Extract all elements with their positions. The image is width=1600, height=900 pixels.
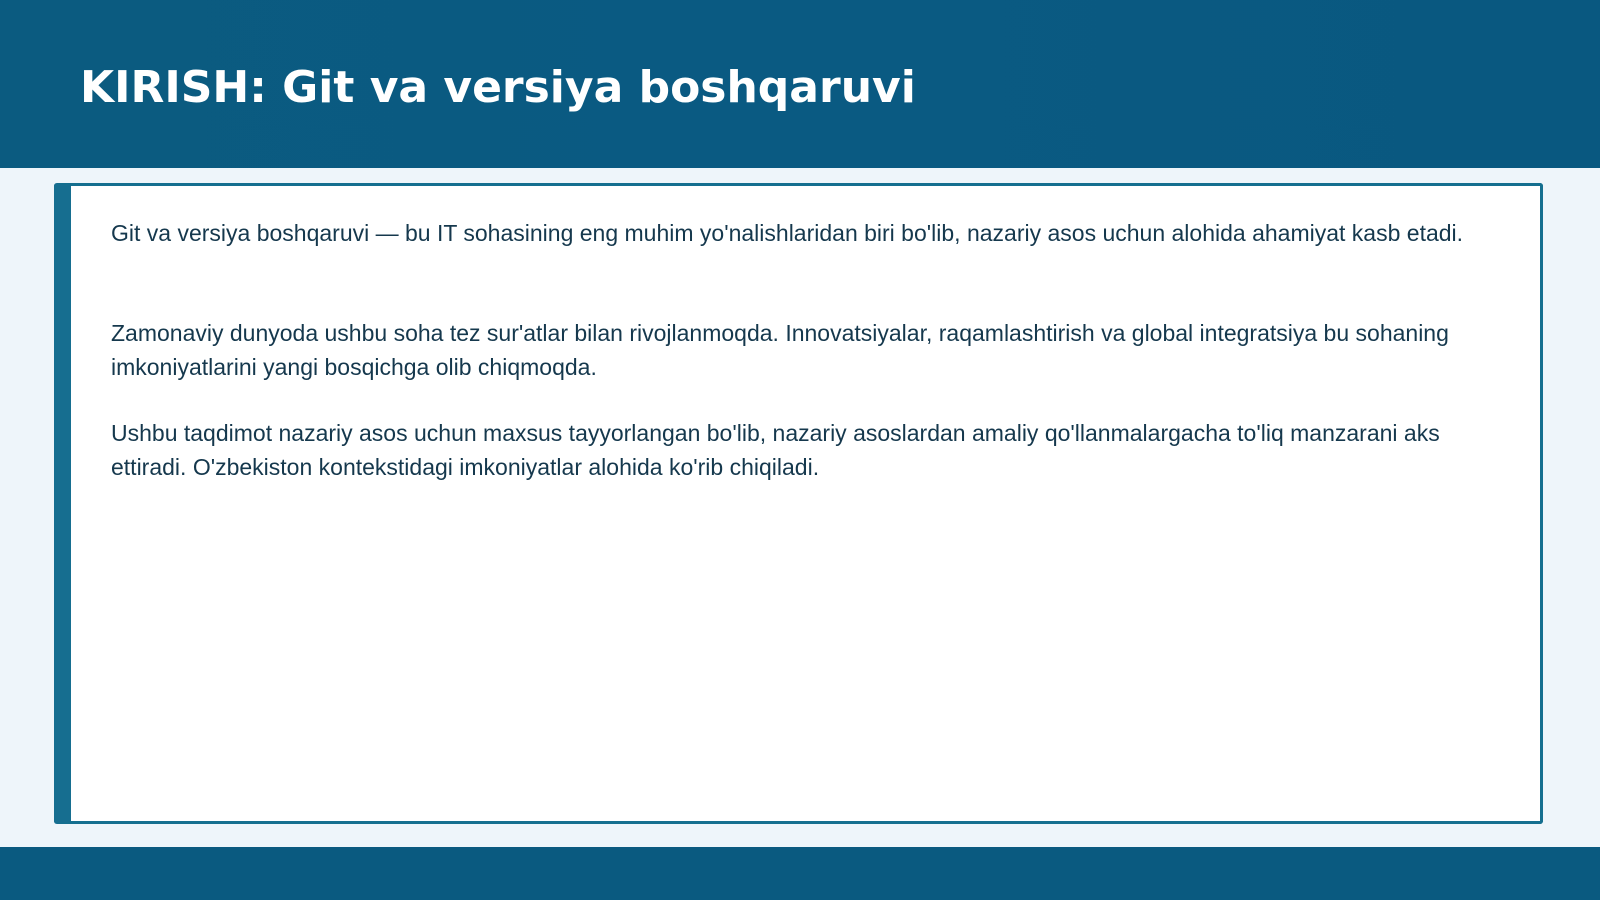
intro-paragraph: Git va versiya boshqaruvi — bu IT sohasining eng muhim yo'nalishlaridan biri bo'lib, nazariy asos uchun alohida ahamiyat kasb etadi.	[111, 220, 1464, 246]
slide-footer	[0, 847, 1600, 900]
presentation-purpose-paragraph: Ushbu taqdimot nazariy asos uchun maxsus tayyorlangan bo'lib, nazariy asoslardan amaliy qo'llanmalargacha to'liq manzarani aks ettiradi. O'zbekiston kontekstidagi imkoniyatlar alohida ko'rib chiqiladi.	[111, 420, 1440, 480]
slide-title: KIRISH: Git va versiya boshqaruvi	[80, 62, 916, 113]
trend-paragraph: Zamonaviy dunyoda ushbu soha tez sur'atlar bilan rivojlanmoqda. Innovatsiyalar, raqamlashtirish va global integratsiya bu sohaning imkoniyatlarini yangi bosqichga olib chiqmoqda.	[111, 320, 1449, 380]
content-panel	[54, 183, 1543, 824]
slide-header	[0, 0, 1600, 168]
